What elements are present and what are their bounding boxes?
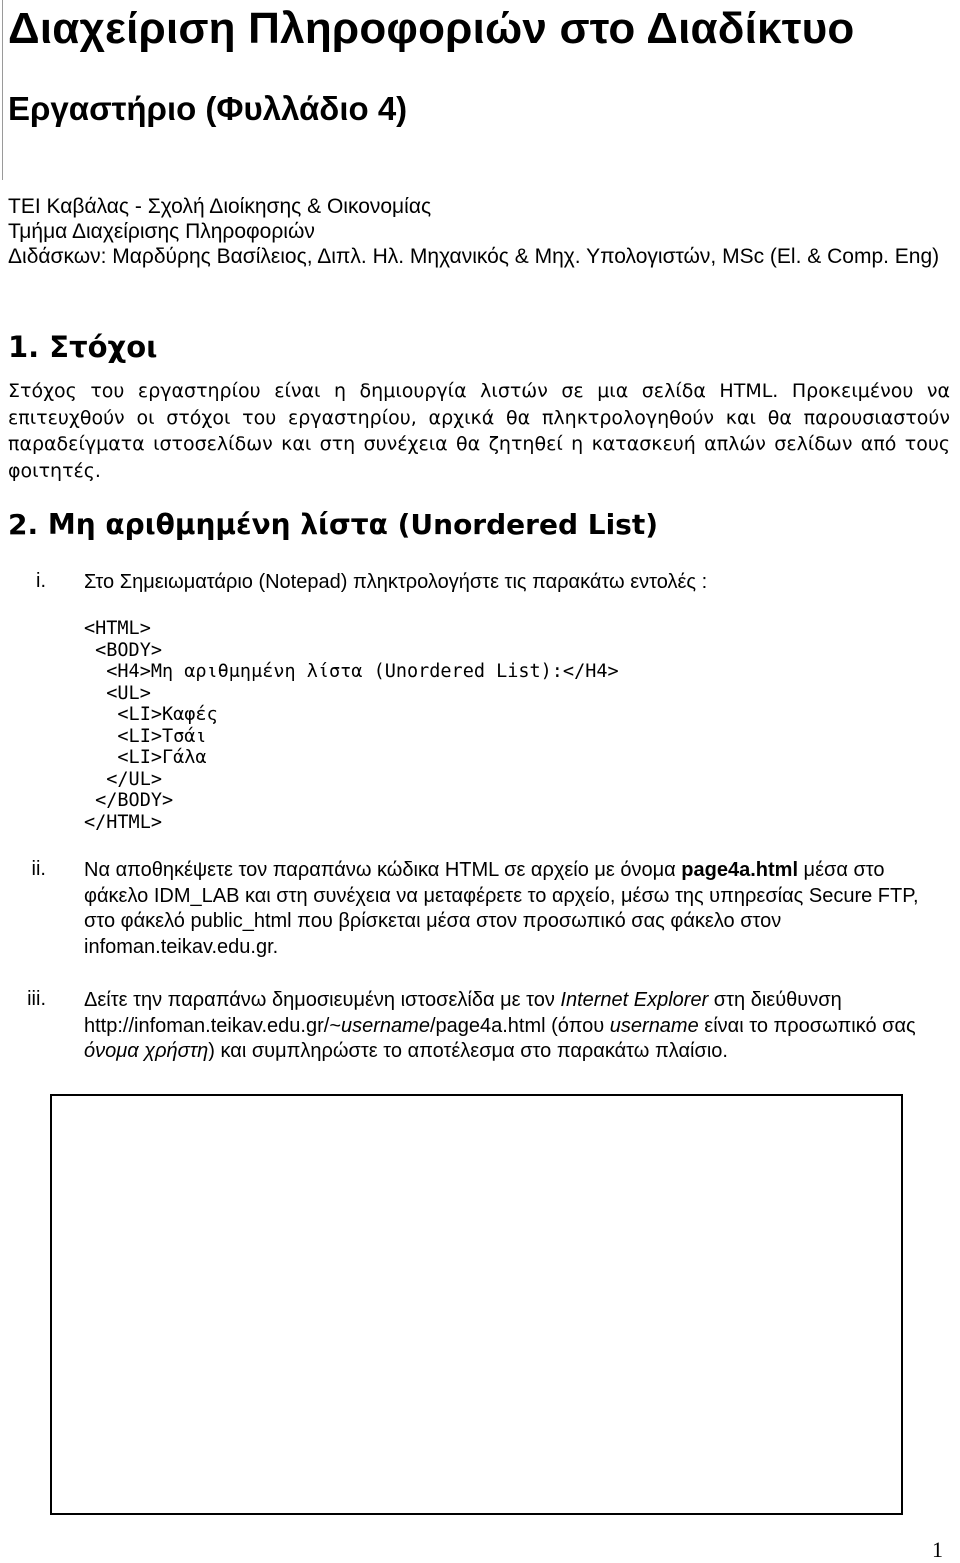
- item-text-segment: στη διεύθυνση http://infoman.teikav.edu.gr/~: [84, 989, 842, 1037]
- user-name-phrase-italic: όνομα χρήστη: [84, 1040, 209, 1062]
- item-text-segment: /page4a.html (όπου: [429, 1014, 610, 1037]
- info-line-instructor: Διδάσκων: Μαρδύρης Βασίλειος, Διπλ. Ηλ. Μηχανικός & Μηχ. Υπολογιστών, MSc (El. & Comp. Eng): [8, 245, 940, 268]
- left-margin-rule: [2, 0, 3, 180]
- item-number: iii.: [27, 988, 46, 1010]
- browser-name-italic: Internet Explorer: [560, 989, 709, 1011]
- page-number: 1: [932, 1537, 943, 1562]
- item-number: i.: [36, 570, 46, 592]
- code-line: </HTML>: [84, 811, 162, 833]
- code-line: <H4>Μη αριθμημένη λίστα (Unordered List):</H4>: [84, 661, 619, 682]
- item-text-segment: μέσα στο φάκελο IDM_LAB και στη συνέχεια να μεταφέρετε το αρχείο, μέσω της υπηρεσίας Secure FTP, στο φάκελό public_html που βρίσκεται μέσα στον προσωπικό σας φάκελο στον infoman.teikav.edu.gr.: [84, 859, 919, 958]
- section-heading-goals: 1. Στόχοι: [8, 330, 158, 364]
- html-code-block: [84, 618, 619, 833]
- info-line-school: ΤΕΙ Καβάλας - Σχολή Διοίκησης & Οικονομίας: [8, 195, 432, 218]
- code-line: <LI>Καφές: [84, 704, 218, 725]
- item-text-segment: Δείτε την παραπάνω δημοσιευμένη ιστοσελίδα με τον: [84, 989, 561, 1011]
- document-subtitle: Εργαστήριο (Φυλλάδιο 4): [8, 90, 408, 127]
- info-line-department: Τμήμα Διαχείρισης Πληροφοριών: [8, 220, 315, 243]
- answer-box: [50, 1094, 903, 1515]
- item-text-segment: είναι το προσωπικό σας: [698, 1014, 916, 1037]
- section-heading-unordered-list: 2. Μη αριθμημένη λίστα (Unordered List): [8, 508, 659, 541]
- code-line: <LI>Γάλα: [84, 747, 207, 768]
- code-line: <HTML>: [84, 618, 151, 639]
- username-italic: username: [341, 1014, 430, 1037]
- item-text-segment: ) και συμπληρώστε το αποτέλεσμα στο παρακάτω πλαίσιο.: [208, 1040, 728, 1062]
- username-italic: username: [609, 1014, 699, 1037]
- code-line: </BODY>: [84, 790, 174, 811]
- code-line: <UL>: [84, 682, 151, 704]
- code-line: <BODY>: [84, 639, 162, 661]
- code-line: </UL>: [84, 768, 162, 790]
- filename-bold: page4a.html: [681, 859, 798, 881]
- item-text: [84, 988, 940, 1065]
- item-text-segment: Να αποθηκέψετε τον παραπάνω κώδικα HTML σε αρχείο με όνομα: [84, 859, 682, 881]
- goals-paragraph: Στόχος του εργαστηρίου είναι η δημιουργία λιστών σε μια σελίδα HTML. Προκειμένου να επιτευχθούν οι στόχοι του εργαστηρίου, αρχικά θα πληκτρολογηθούν και θα παρουσιαστούν παραδείγματα ιστοσελίδων και στη συνέχεια θα ζητηθεί η κατασκευή απλών σελίδων από τους φοιτητές.: [8, 380, 950, 482]
- item-number: ii.: [31, 858, 46, 880]
- course-info: [8, 194, 939, 269]
- item-text: [84, 858, 940, 960]
- document-title: Διαχείριση Πληροφοριών στο Διαδίκτυο: [8, 4, 855, 53]
- item-text: Στο Σημειωματάριο (Notepad) πληκτρολογήστε τις παρακάτω εντολές :: [84, 571, 708, 593]
- code-line: <LI>Τσάι: [84, 725, 207, 747]
